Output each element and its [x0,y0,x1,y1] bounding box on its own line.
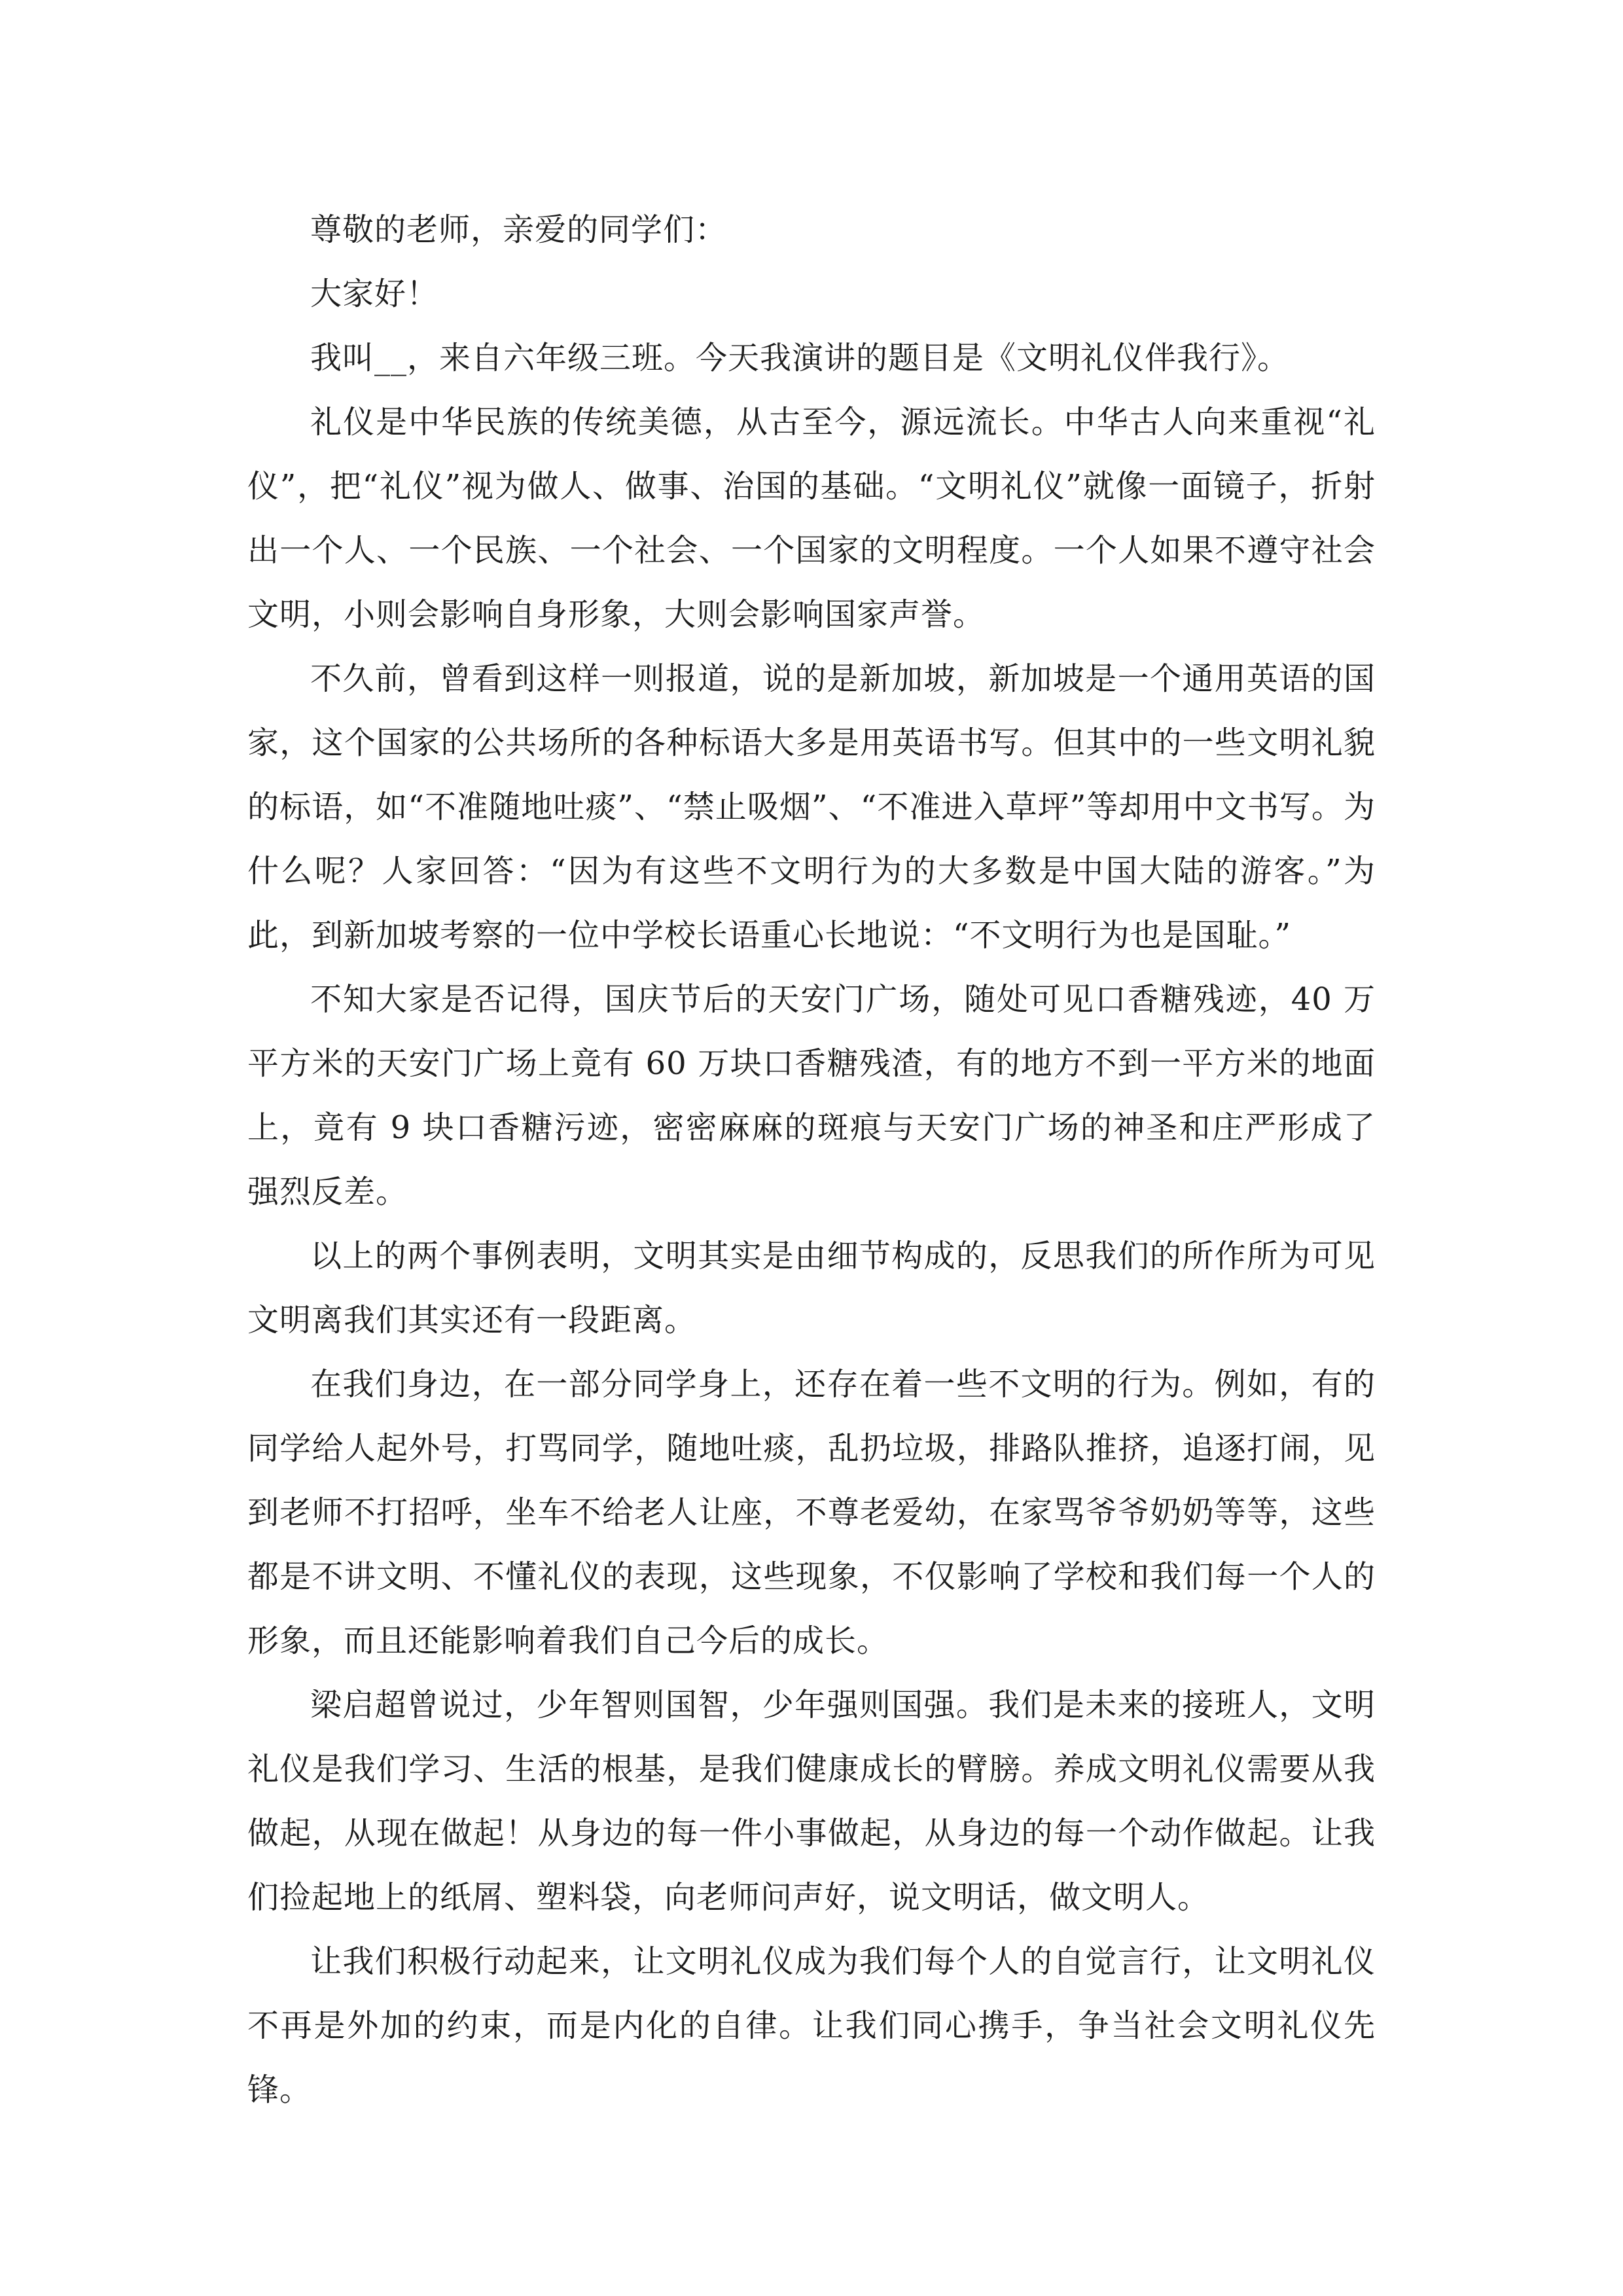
body-paragraph: 礼仪是中华民族的传统美德，从古至今，源远流长。中华古人向来重视“礼仪”，把“礼仪”视为做人、做事、治国的基础。“文明礼仪”就像一面镜子，折射出一个人、一个民族、一个社会、一个国家的文明程度。一个人如果不遵守社会文明，小则会影响自身形象，大则会影响国家声誉。 [247,404,1376,633]
speech-body [247,198,1376,2122]
introduction-paragraph: 我叫__，来自六年级三班。今天我演讲的题目是《文明礼仪伴我行》。 [310,340,1290,376]
closing-paragraph: 让我们积极行动起来，让文明礼仪成为我们每个人的自觉言行，让文明礼仪不再是外加的约束，而是内化的自律。让我们同心携手，争当社会文明礼仪先锋。 [247,1943,1376,2108]
body-paragraph: 在我们身边，在一部分同学身上，还存在着一些不文明的行为。例如，有的同学给人起外号，打骂同学，随地吐痰，乱扔垃圾，排路队推挤，追逐打闹，见到老师不打招呼，坐车不给老人让座，不尊老爱幼，在家骂爷爷奶奶等等，这些都是不讲文明、不懂礼仪的表现，这些现象，不仅影响了学校和我们每一个人的形象，而且还能影响着我们自己今后的成长。 [247,1366,1376,1659]
salutation: 尊敬的老师，亲爱的同学们： [310,211,728,248]
body-paragraph: 梁启超曾说过，少年智则国智，少年强则国强。我们是未来的接班人，文明礼仪是我们学习、生活的根基，是我们健康成长的臂膀。养成文明礼仪需要从我做起，从现在做起！从身边的每一件小事做起，从身边的每一个动作做起。让我们捡起地上的纸屑、塑料袋，向老师问声好，说文明话，做文明人。 [247,1687,1376,1916]
body-paragraph: 不久前，曾看到这样一则报道，说的是新加坡，新加坡是一个通用英语的国家，这个国家的公共场所的各种标语大多是用英语书写。但其中的一些文明礼貌的标语，如“不准随地吐痰”、“禁止吸烟”、“不准进入草坪”等却用中文书写。为什么呢？人家回答：“因为有这些不文明行为的大多数是中国大陆的游客。”为此，到新加坡考察的一位中学校长语重心长地说：“不文明行为也是国耻。” [247,660,1376,954]
greeting: 大家好！ [310,276,439,312]
body-paragraph: 不知大家是否记得，国庆节后的天安门广场，随处可见口香糖残迹，40 万平方米的天安门广场上竟有 60 万块口香糖残渣，有的地方不到一平方米的地面上，竟有 9 块口香糖污迹，密密麻麻的斑痕与天安门广场的神圣和庄严形成了强烈反差。 [247,981,1376,1210]
body-paragraph: 以上的两个事例表明，文明其实是由细节构成的，反思我们的所作所为可见文明离我们其实还有一段距离。 [247,1238,1376,1338]
